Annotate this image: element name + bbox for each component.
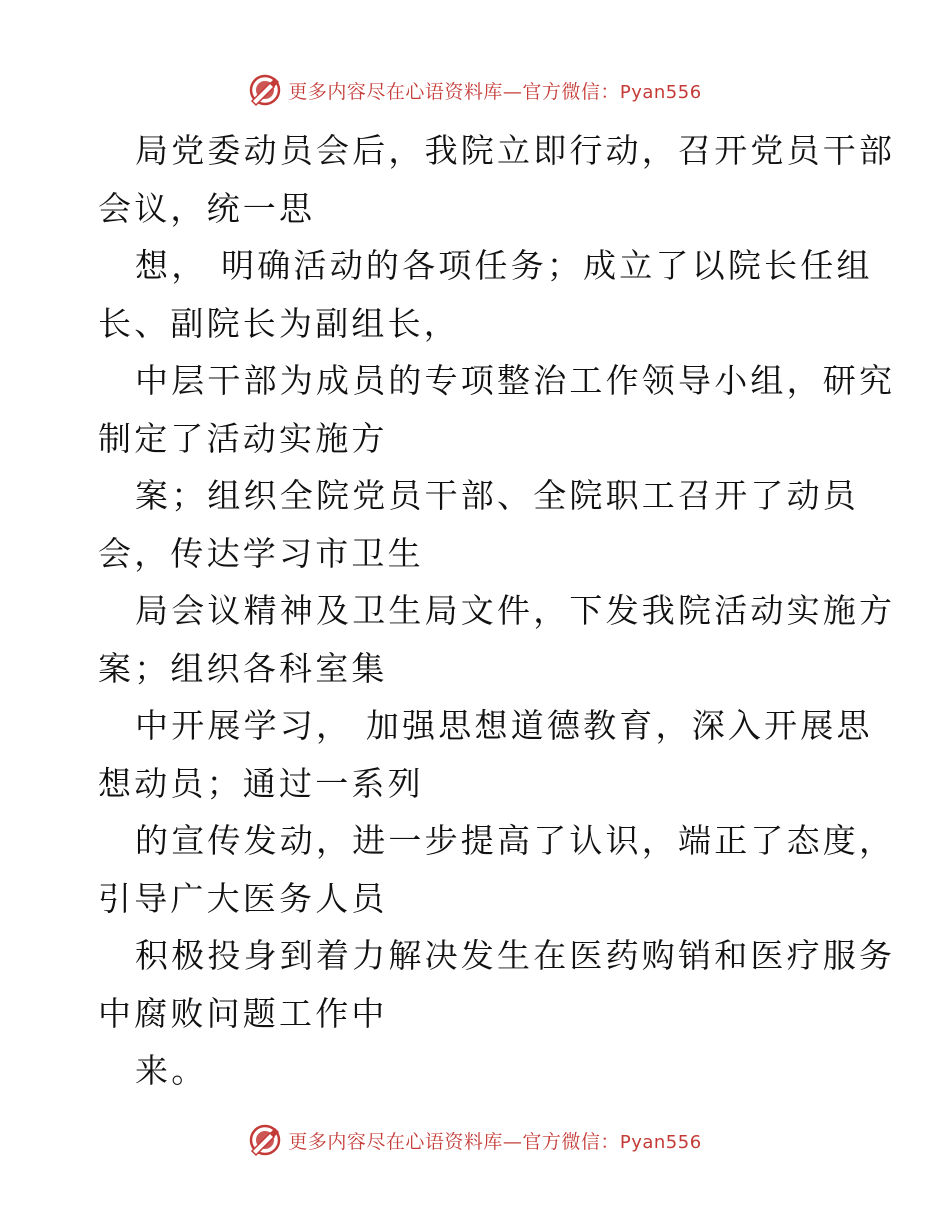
- header-banner-text: [288, 77, 701, 104]
- body-line: 中层干部为成员的专项整治工作领导小组，研究: [135, 361, 896, 400]
- body-line: 中开展学习， 加强思想道德教育，深入开展思: [135, 706, 873, 745]
- hand-writing-logo-icon: [248, 73, 282, 107]
- body-line: 局党委动员会后，我院立即行动，召开党员干部: [135, 131, 896, 170]
- header-banner-wechat: Pyan556: [619, 81, 702, 103]
- body-line: 想， 明确活动的各项任务；成立了以院长任组: [135, 246, 873, 285]
- header-banner-label: 更多内容尽在心语资料库—官方微信：: [288, 80, 620, 103]
- footer-banner-label: 更多内容尽在心语资料库—官方微信：: [288, 1130, 620, 1153]
- body-line: 长、副院长为副组长，: [98, 303, 460, 343]
- body-line: 案；组织全院党员干部、全院职工召开了动员: [135, 476, 859, 515]
- header-banner: [0, 70, 950, 110]
- body-line: 的宣传发动，进一步提高了认识，端正了态度，: [135, 821, 896, 860]
- body-line: 会，传达学习市卫生: [98, 533, 424, 573]
- body-line: 会议，统一思: [98, 188, 316, 228]
- body-line: 积极投身到着力解决发生在医药购销和医疗服务: [135, 936, 896, 975]
- footer-banner-wechat: Pyan556: [619, 1131, 702, 1153]
- document-body: [98, 122, 896, 1100]
- hand-writing-logo-icon: [248, 1123, 282, 1157]
- body-line: 制定了活动实施方: [98, 418, 388, 458]
- body-line: 想动员；通过一系列: [98, 763, 424, 803]
- footer-banner: [0, 1120, 950, 1160]
- body-line: 中腐败问题工作中: [98, 993, 388, 1033]
- body-line: 案；组织各科室集: [98, 648, 388, 688]
- body-line: 局会议精神及卫生局文件，下发我院活动实施方: [135, 591, 896, 630]
- footer-banner-text: [288, 1127, 701, 1154]
- body-line: 引导广大医务人员: [98, 878, 388, 918]
- body-line: 来。: [135, 1051, 208, 1090]
